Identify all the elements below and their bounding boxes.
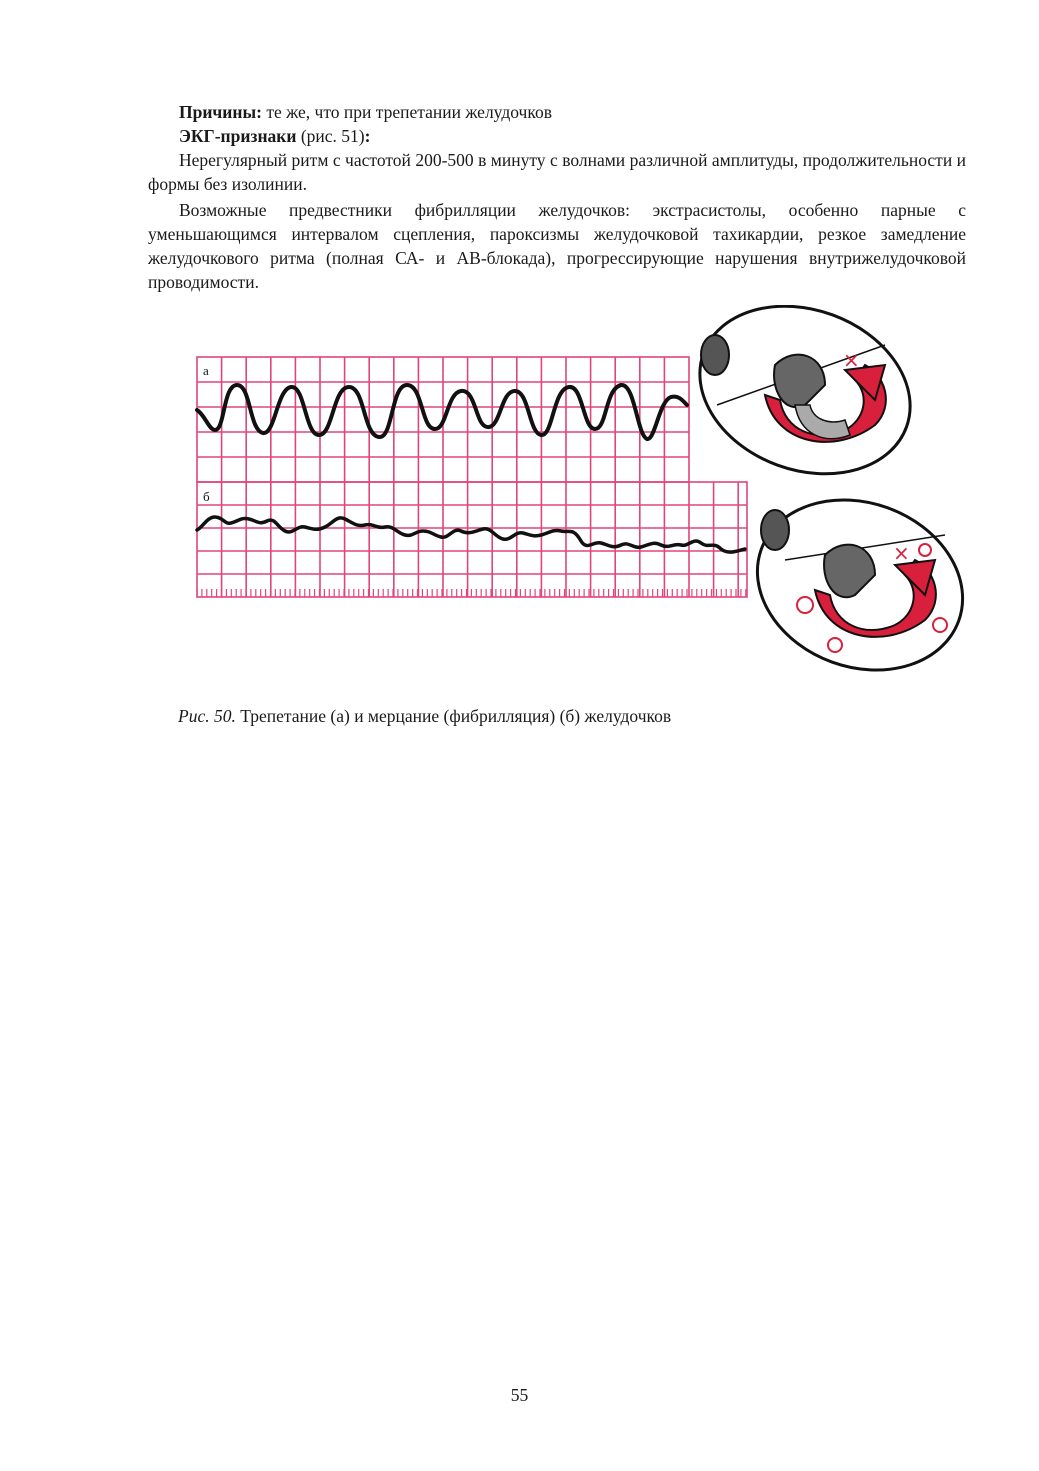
figure-caption — [178, 706, 671, 727]
ecg-colon: : — [364, 126, 371, 146]
x-mark-icon: × — [893, 541, 910, 565]
ecg-signs-label: ЭКГ-признаки — [179, 126, 297, 146]
precursors-paragraph: Возможные предвестники фибрилляции желудочков: экстрасистолы, особенно парные с уменьшающимся интервалом сцепления, пароксизмы желудочковой тахикардии, резкое замедление желудочкового ритма (полная СА- и АВ-блокада), прогрессирующие нарушения внутрижелудочковой проводимости. — [148, 200, 966, 292]
ecg-signs-heading — [148, 124, 966, 148]
ecg-ruler-ticks — [197, 589, 746, 597]
heart-diagram-fibrillation — [733, 472, 985, 685]
ecg-grid-b — [197, 482, 747, 597]
causes-label: Причины: — [179, 102, 262, 122]
causes-text: те же, что при трепетании желудочков — [261, 102, 552, 122]
x-mark-icon: × — [843, 348, 860, 372]
causes-paragraph — [148, 100, 966, 124]
caption-number: Рис. 50. — [178, 706, 236, 726]
ecg-signs-paragraph: Нерегулярный ритм с частотой 200-500 в минуту с волнами различной амплитуды, продолжительности и формы без изолинии. — [148, 150, 966, 194]
ecg-illustration — [185, 305, 985, 685]
fibrillation-trace — [197, 517, 745, 552]
ecg-figure — [185, 305, 985, 685]
strip-b-label: б — [203, 489, 210, 504]
caption-text: Трепетание (а) и мерцание (фибрилляция) (б) желудочков — [235, 706, 672, 726]
ecg-figure-reference: (рис. 51) — [296, 126, 365, 146]
heart-diagram-flutter — [676, 305, 934, 502]
body-text — [148, 100, 966, 294]
page-number: 55 — [510, 1385, 529, 1405]
strip-a-label: а — [203, 363, 209, 378]
